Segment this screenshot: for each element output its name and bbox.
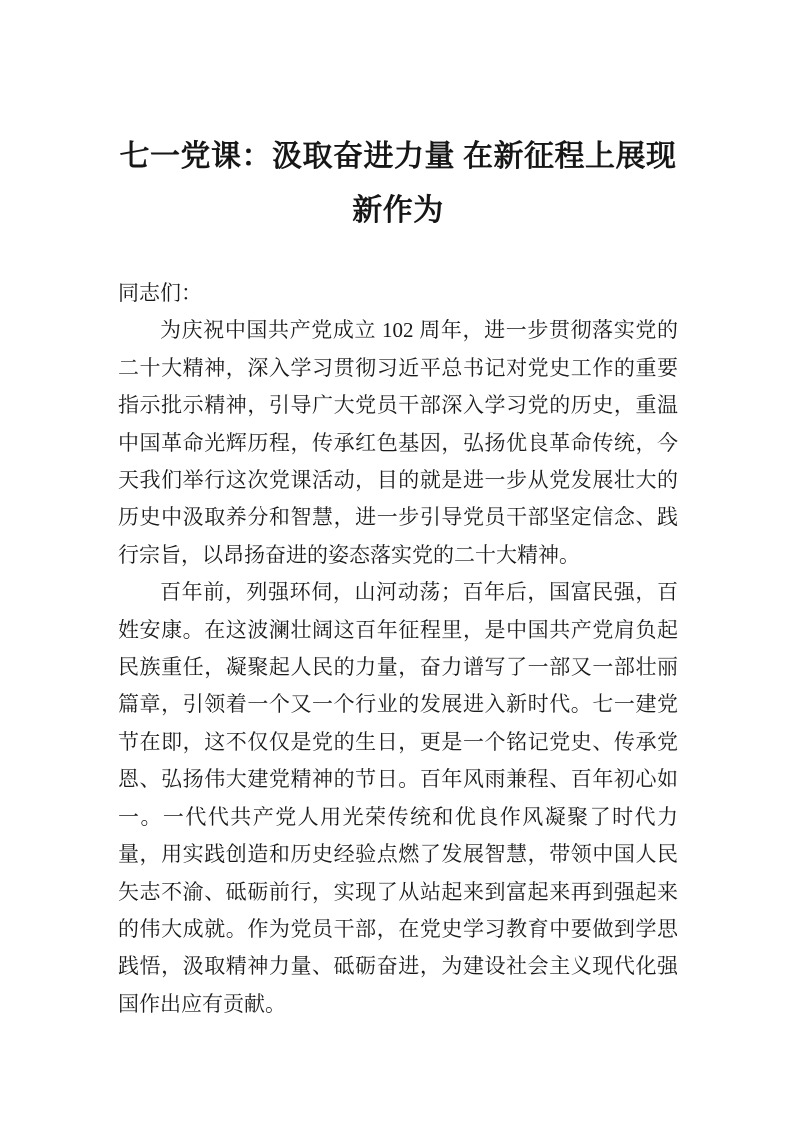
document-content [118, 0, 678, 1023]
title-line-1: 七一党课：汲取奋进力量 在新征程上展现 [119, 140, 677, 173]
document-title [118, 130, 678, 238]
paragraph-2: 百年前，列强环伺，山河动荡；百年后，国富民强，百姓安康。在这波澜壮阔这百年征程里，是中国共产党肩负起民族重任，凝聚起人民的力量，奋力谱写了一部又一部壮丽篇章，引领着一个又一个行业的发展进入新时代。七一建党节在即，这不仅仅是党的生日，更是一个铭记党史、传承党恩、弘扬伟大建党精神的节日。百年风雨兼程、百年初心如一。一代代共产党人用光荣传统和优良作风凝聚了时代力量，用实践创造和历史经验点燃了发展智慧，带领中国人民矢志不渝、砥砺前行，实现了从站起来到富起来再到强起来的伟大成就。作为党员干部，在党史学习教育中要做到学思践悟，汲取精神力量、砥砺奋进，为建设社会主义现代化强国作出应有贡献。 [118, 580, 678, 1016]
document-body [118, 275, 678, 1023]
title-line-2: 新作为 [352, 194, 444, 227]
salutation: 同志们： [118, 281, 202, 305]
paragraph-1: 为庆祝中国共产党成立 102 周年，进一步贯彻落实党的二十大精神，深入学习贯彻习近平总书记对党史工作的重要指示批示精神，引导广大党员干部深入学习党的历史，重温中国革命光辉历程，传承红色基因，弘扬优良革命传统，今天我们举行这次党课活动，目的就是进一步从党发展壮大的历史中汲取养分和智慧，进一步引导党员干部坚定信念、践行宗旨，以昂扬奋进的姿态落实党的二十大精神。 [118, 318, 678, 567]
